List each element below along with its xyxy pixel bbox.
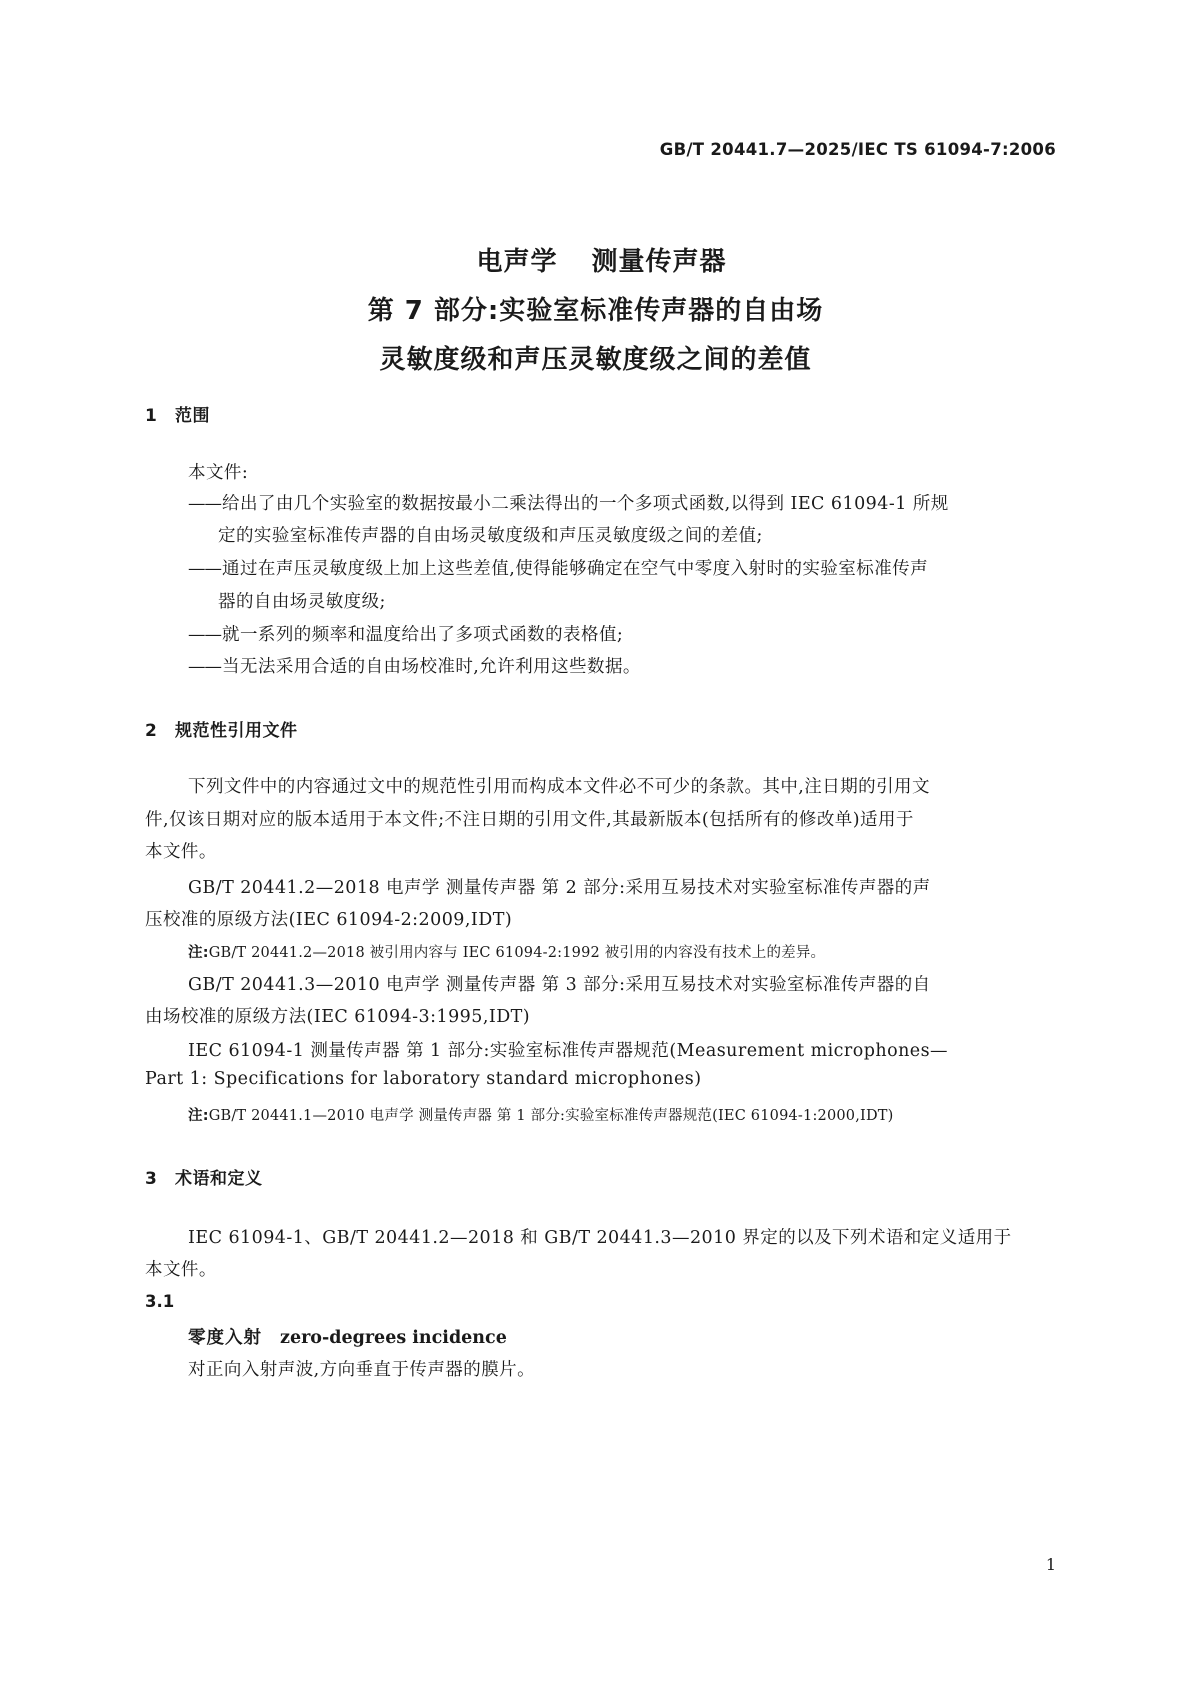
scope-item-3 <box>188 621 623 646</box>
section-2-number: 2 <box>145 721 158 741</box>
section-2-title: 规范性引用文件 <box>175 721 298 741</box>
title-line-1-part-a: 电声学 <box>476 247 558 277</box>
scope-intro: 本文件: <box>188 463 249 483</box>
list-dash: —— <box>188 625 221 645</box>
list-dash: —— <box>188 494 221 514</box>
normative-para-line-1: 下列文件中的内容通过文中的规范性引用而构成本文件必不可少的条款。其中,注日期的引用文 <box>188 777 930 797</box>
normative-para-line-2: 件,仅该日期对应的版本适用于本文件;不注日期的引用文件,其最新版本(包括所有的修改单)适用于 <box>145 810 914 830</box>
section-3-title: 术语和定义 <box>175 1169 263 1189</box>
title-line-3: 灵敏度级和声压灵敏度级之间的差值 <box>379 345 812 375</box>
terms-para-line-1: IEC 61094-1、GB/T 20441.2—2018 和 GB/T 20441.3—2010 界定的以及下列术语和定义适用于 <box>188 1228 1012 1248</box>
normative-para-line-3: 本文件。 <box>145 842 217 862</box>
title-line-1 <box>0 238 1191 287</box>
title-line-2: 第 7 部分:实验室标准传声器的自由场 <box>367 296 824 326</box>
section-3-number: 3 <box>145 1169 158 1189</box>
document-title <box>0 238 1191 385</box>
scope-item-1 <box>188 490 949 515</box>
scope-item-2-line-1: 通过在声压灵敏度级上加上这些差值,使得能够确定在空气中零度入射时的实验室标准传声 <box>222 559 929 579</box>
page-header-standard-id: GB/T 20441.7—2025/IEC TS 61094-7:2006 <box>659 140 1056 159</box>
scope-item-1-line-2: 定的实验室标准传声器的自由场灵敏度级和声压灵敏度级之间的差值; <box>218 526 763 546</box>
term-chinese: 零度入射 <box>188 1328 262 1348</box>
scope-item-4 <box>188 653 641 678</box>
title-line-1-part-b: 测量传声器 <box>591 247 727 277</box>
note-1-text: GB/T 20441.2—2018 被引用内容与 IEC 61094-2:1992 被引用的内容没有技术上的差异。 <box>208 945 826 961</box>
note-2 <box>188 1104 894 1125</box>
section-1-heading <box>145 401 210 426</box>
note-label: 注: <box>188 945 209 961</box>
reference-2-line-2: 由场校准的原级方法(IEC 61094-3:1995,IDT) <box>145 1007 531 1027</box>
section-3-heading <box>145 1164 263 1189</box>
note-1 <box>188 941 825 962</box>
reference-1-line-2: 压校准的原级方法(IEC 61094-2:2009,IDT) <box>145 910 513 930</box>
section-1-number: 1 <box>145 406 158 426</box>
section-1-title: 范围 <box>175 406 210 426</box>
scope-item-4-text: 当无法采用合适的自由场校准时,允许利用这些数据。 <box>222 657 641 677</box>
term-english: zero-degrees incidence <box>280 1328 507 1348</box>
section-2-heading <box>145 716 298 741</box>
note-label: 注: <box>188 1108 209 1124</box>
term-definition: 对正向入射声波,方向垂直于传声器的膜片。 <box>188 1360 536 1380</box>
term-entry <box>188 1324 507 1349</box>
scope-item-3-text: 就一系列的频率和温度给出了多项式函数的表格值; <box>222 625 624 645</box>
page-number: 1 <box>1045 1555 1056 1574</box>
list-dash: —— <box>188 559 221 579</box>
reference-2-line-1: GB/T 20441.3—2010 电声学 测量传声器 第 3 部分:采用互易技术对实验室标准传声器的自 <box>188 975 931 995</box>
list-dash: —— <box>188 657 221 677</box>
reference-3-line-2: Part 1: Specifications for laboratory standard microphones) <box>145 1069 702 1089</box>
reference-3-line-1: IEC 61094-1 测量传声器 第 1 部分:实验室标准传声器规范(Measurement microphones— <box>188 1041 948 1061</box>
scope-item-2-line-2: 器的自由场灵敏度级; <box>218 592 386 612</box>
reference-1-line-1: GB/T 20441.2—2018 电声学 测量传声器 第 2 部分:采用互易技术对实验室标准传声器的声 <box>188 878 931 898</box>
terms-para-line-2: 本文件。 <box>145 1260 217 1280</box>
term-number: 3.1 <box>145 1292 175 1311</box>
scope-item-1-line-1: 给出了由几个实验室的数据按最小二乘法得出的一个多项式函数,以得到 IEC 61094-1 所规 <box>222 494 949 514</box>
note-2-text: GB/T 20441.1—2010 电声学 测量传声器 第 1 部分:实验室标准传声器规范(IEC 61094-1:2000,IDT) <box>208 1108 894 1124</box>
scope-item-2 <box>188 555 928 580</box>
